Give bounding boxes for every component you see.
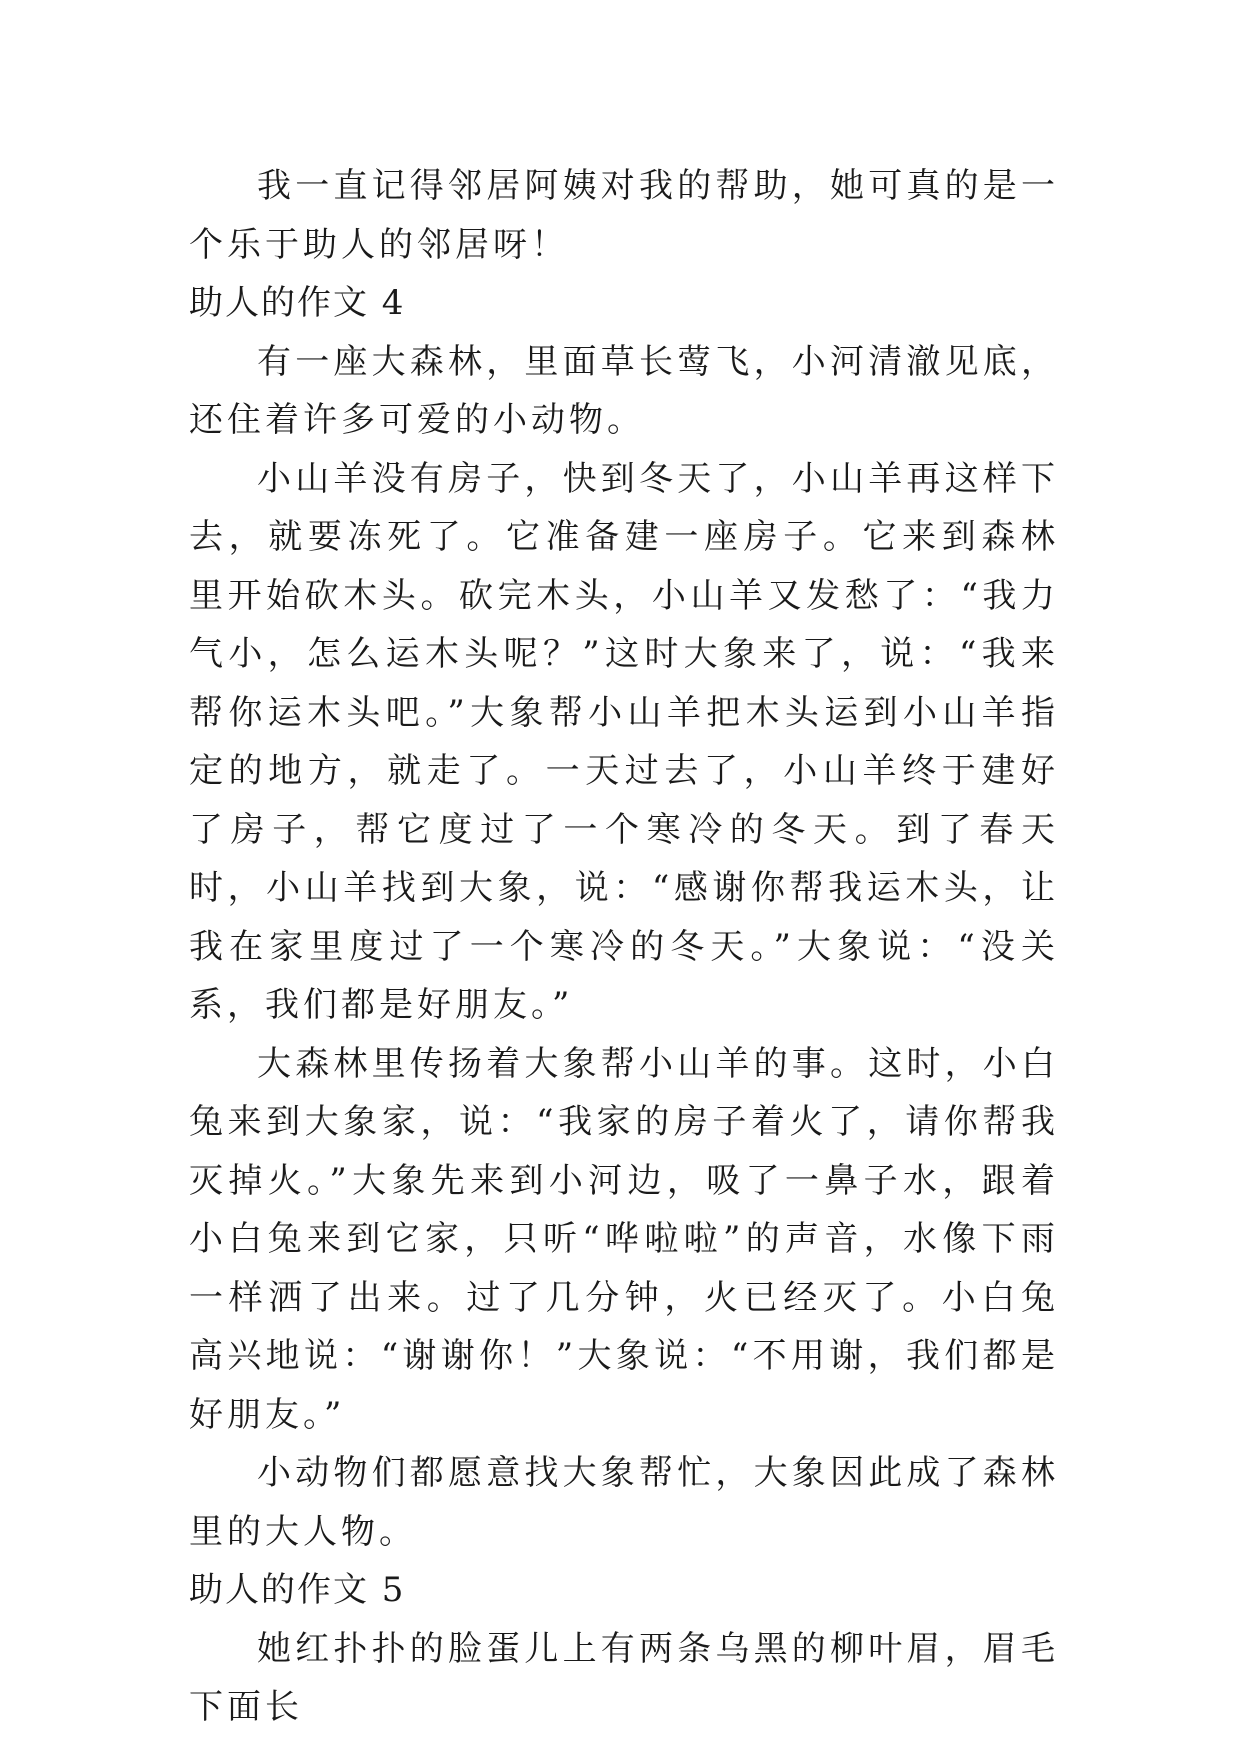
paragraph-rabbit-story: 大森林里传扬着大象帮小山羊的事。这时，小白兔来到大象家，说：“我家的房子着火了，请你帮我灭掉火。”大象先来到小河边，吸了一鼻子水，跟着小白兔来到它家，只听“哗啦啦”的声音，水像下雨一样洒了出来。过了几分钟，火已经灭了。小白兔高兴地说：“谢谢你！”大象说：“不用谢，我们都是好朋友。” [189,1043,1059,1435]
section-heading-5: 助人的作文 5 [189,1570,406,1610]
paragraph-neighbor-ending: 我一直记得邻居阿姨对我的帮助，她可真的是一个乐于助人的邻居呀！ [189,166,1059,265]
section-heading-4: 助人的作文 4 [189,283,406,323]
paragraph-goat-story: 小山羊没有房子，快到冬天了，小山羊再这样下去，就要冻死了。它准备建一座房子。它来到森林里开始砍木头。砍完木头，小山羊又发愁了：“我力气小，怎么运木头呢？”这时大象来了，说：“我来帮你运木头吧。”大象帮小山羊把木头运到小山羊指定的地方，就走了。一天过去了，小山羊终于建好了房子，帮它度过了一个寒冷的冬天。到了春天时，小山羊找到大象，说：“感谢你帮我运木头，让我在家里度过了一个寒冷的冬天。”大象说：“没关系，我们都是好朋友。” [189,458,1059,1025]
paragraph-elephant-conclusion: 小动物们都愿意找大象帮忙，大象因此成了森林里的大人物。 [189,1453,1059,1552]
paragraph-forest-intro: 有一座大森林，里面草长莺飞，小河清澈见底，还住着许多可爱的小动物。 [189,341,1059,440]
paragraph-essay5-start: 她红扑扑的脸蛋儿上有两条乌黑的柳叶眉，眉毛下面长 [189,1628,1059,1727]
document-body [189,157,1059,1737]
